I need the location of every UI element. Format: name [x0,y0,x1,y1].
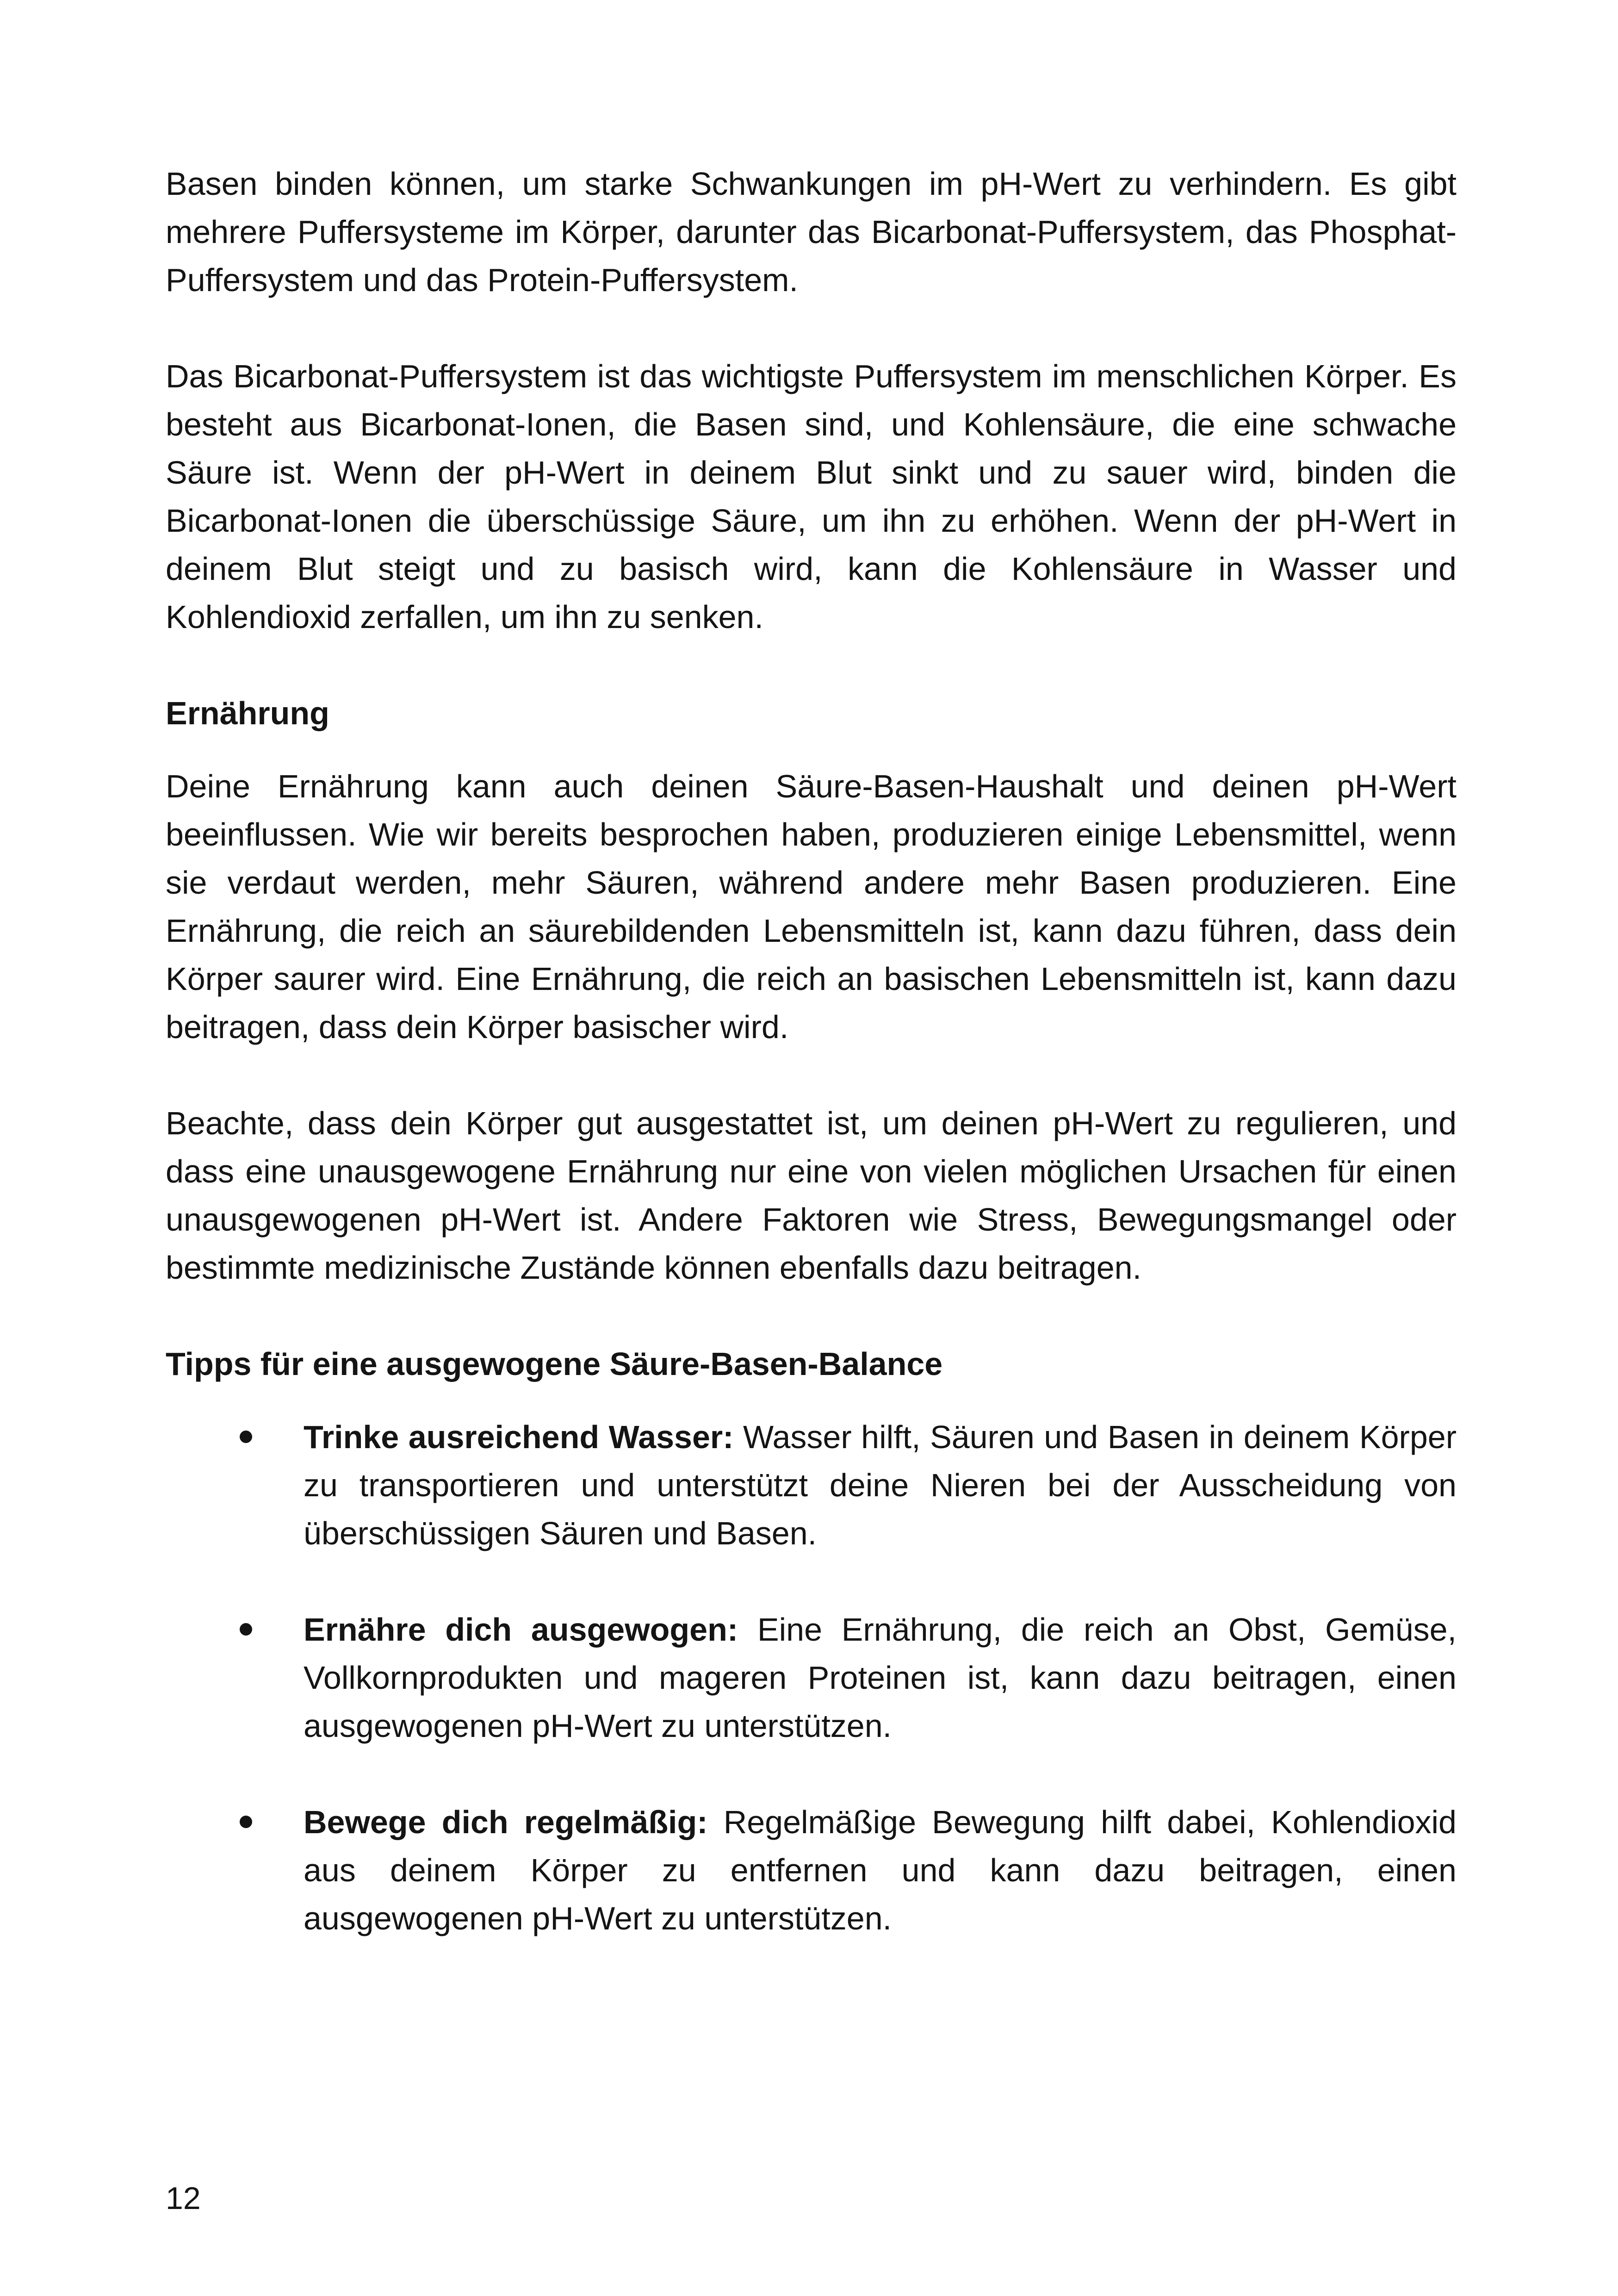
section-heading-nutrition: Ernährung [166,695,329,731]
paragraph-nutrition-note: Beachte, dass dein Körper gut ausgestattet ist, um deinen pH-Wert zu regulieren, und dass eine unausgewogene Ernährung nur eine von vielen möglichen Ursachen für einen unausgewogenen pH-Wert ist. Andere Faktoren wie Stress, Bewegungsmangel oder bestimmte medizinische Zustände können ebenfalls dazu beitragen. [166,1105,1457,1286]
list-item [166,1798,1457,1942]
section-heading-tips: Tipps für eine ausgewogene Säure-Basen-Balance [166,1346,943,1382]
paragraph-bicarbonate-buffer: Das Bicarbonat-Puffersystem ist das wichtigste Puffersystem im menschlichen Körper. Es besteht aus Bicarbonat-Ionen, die Basen sind, und Kohlensäure, die eine schwache Säure ist. Wenn der pH-Wert in deinem Blut sinkt und zu sauer wird, binden die Bicarbonat-Ionen die überschüssige Säure, um ihn zu erhöhen. Wenn der pH-Wert in deinem Blut steigt und zu basisch wird, kann die Kohlensäure in Wasser und Kohlendioxid zerfallen, um ihn zu senken. [166,358,1457,635]
tip-text: Eine Ernährung, die reich an Obst, Gemüse, Vollkornprodukten und mageren Proteinen ist, kann dazu beitragen, einen ausgewogenen pH-Wert zu unterstützen. [304,1612,1457,1744]
list-item [166,1413,1457,1557]
tips-list [166,1413,1457,1942]
tip-term: Trinke ausreichend Wasser: [304,1419,734,1455]
list-item [166,1605,1457,1750]
bullet-icon [240,1431,252,1443]
paragraph-nutrition-influence: Deine Ernährung kann auch deinen Säure-Basen-Haushalt und deinen pH-Wert beeinflussen. Wie wir bereits besprochen haben, produzieren einige Lebensmittel, wenn sie verdaut werden, mehr Säuren, während andere mehr Basen produzieren. Eine Ernährung, die reich an säurebildenden Lebensmitteln ist, kann dazu führen, dass dein Körper saurer wird. Eine Ernährung, die reich an basischen Lebensmitteln ist, kann dazu beitragen, dass dein Körper basischer wird. [166,768,1457,1045]
tip-text: Regelmäßige Bewegung hilft dabei, Kohlendioxid aus deinem Körper zu entfernen und kann dazu beitragen, einen ausgewogenen pH-Wert zu unterstützen. [304,1804,1457,1936]
tip-term: Bewege dich regelmäßig: [304,1804,708,1840]
page-number: 12 [166,2181,201,2216]
tip-text: Wasser hilft, Säuren und Basen in deinem Körper zu transportieren und unterstützt deine Nieren bei der Ausscheidung von überschüssigen Säuren und Basen. [304,1419,1457,1551]
bullet-icon [240,1816,252,1828]
tip-term: Ernähre dich ausgewogen: [304,1612,738,1648]
paragraph-buffer-systems: Basen binden können, um starke Schwankungen im pH-Wert zu verhindern. Es gibt mehrere Puffersysteme im Körper, darunter das Bicarbonat-Puffersystem, das Phosphat-Puffersystem und das Protein-Puffersystem. [166,166,1457,298]
page-content [166,160,1457,1942]
bullet-icon [240,1623,252,1636]
